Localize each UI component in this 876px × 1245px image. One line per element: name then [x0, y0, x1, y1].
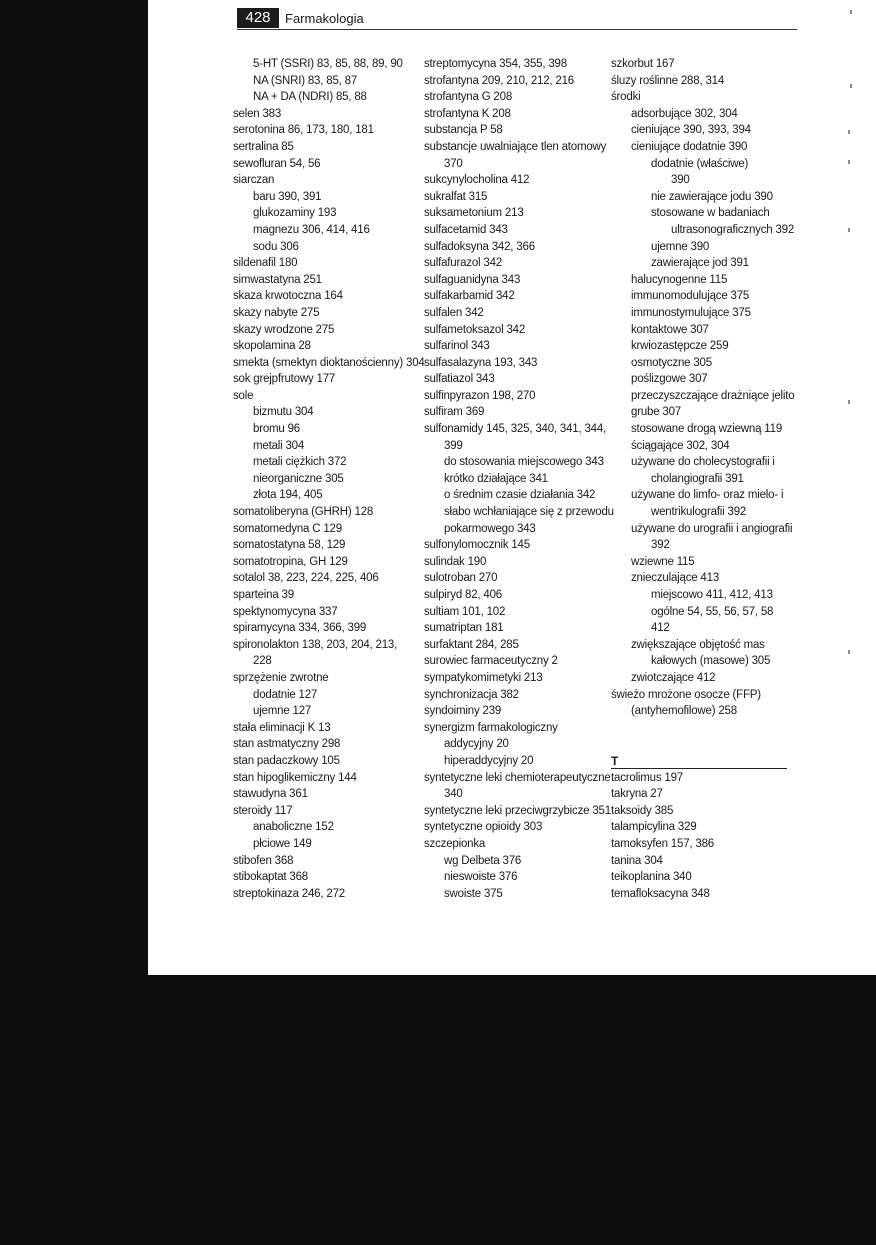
index-entry: stibofen 368	[233, 854, 294, 867]
index-entry: złota 194, 405	[253, 489, 323, 502]
index-entry: sulfakarbamid 342	[424, 290, 515, 303]
index-entry: metali ciężkich 372	[253, 456, 347, 469]
index-entry: sukralfat 315	[424, 190, 488, 203]
index-entry: sulpiryd 82, 406	[424, 589, 502, 601]
index-entry: streptokinaza 246, 272	[233, 887, 345, 900]
index-entry: używane do cholecystografii i	[631, 456, 775, 469]
index-entry: stawudyna 361	[233, 788, 308, 801]
index-entry: skazy wrodzone 275	[233, 323, 335, 336]
index-entry: syntetyczne leki chemioterapeutyczne	[424, 771, 611, 784]
scan-speck	[848, 160, 850, 164]
index-entry: wziewne 115	[631, 555, 695, 568]
index-entry: sulfiram 369	[424, 406, 485, 419]
index-entry: nieorganiczne 305	[253, 472, 344, 485]
index-column-3	[611, 56, 801, 902]
index-entry: sulfacetamid 343	[424, 223, 508, 236]
index-entry: sildenafil 180	[233, 257, 298, 270]
index-entry: surowiec farmaceutyczny 2	[424, 655, 558, 668]
index-entry: osmotyczne 305	[631, 356, 712, 369]
index-entry: tanina 304	[611, 854, 663, 867]
index-entry: świeżo mrożone osocze (FFP)	[611, 688, 761, 701]
index-entry: takryna 27	[611, 788, 663, 801]
index-entry: selen 383	[233, 107, 282, 120]
index-entry: sulotroban 270	[424, 572, 498, 585]
index-entry: ujemne 127	[253, 705, 312, 718]
index-entry: adsorbujące 302, 304	[631, 107, 738, 120]
index-entry: sulfaguanidyna 343	[424, 273, 521, 286]
index-entry: przeczyszczające drażniące jelito	[631, 389, 795, 402]
index-entry: immunomodulujące 375	[631, 290, 750, 303]
index-entry: sulfasalazyna 193, 343	[424, 356, 538, 369]
index-entry: somatoliberyna (GHRH) 128	[233, 506, 374, 519]
index-entry: pokarmowego 343	[444, 522, 536, 535]
scan-shadow-bottom	[0, 975, 876, 1245]
running-title: Farmakologia	[285, 11, 364, 26]
index-entry: bizmutu 304	[253, 406, 314, 419]
index-entry: sok grejpfrutowy 177	[233, 373, 336, 386]
index-entry: NA + DA (NDRI) 85, 88	[253, 91, 367, 104]
index-entry: szkorbut 167	[611, 58, 675, 70]
index-column-1	[233, 56, 423, 902]
scan-speck	[850, 84, 852, 88]
index-entry: kałowych (masowe) 305	[651, 655, 771, 668]
index-entry: sulfadoksyna 342, 366	[424, 240, 535, 253]
index-entry: metali 304	[253, 439, 305, 452]
index-entry: (antyhemofilowe) 258	[631, 705, 737, 718]
index-entry: wg Delbeta 376	[444, 854, 522, 867]
index-entry: krwiozastępcze 259	[631, 340, 729, 353]
index-entry: siarczan	[233, 174, 275, 187]
index-entry: zawierające jod 391	[651, 257, 749, 270]
index-entry: somatostatyna 58, 129	[233, 539, 346, 552]
index-entry: nieswoiste 376	[444, 871, 518, 884]
index-entry: talampicylina 329	[611, 821, 697, 834]
index-entry: płciowe 149	[253, 837, 312, 850]
index-entry: anaboliczne 152	[253, 821, 334, 834]
index-entry: steroidy 117	[233, 804, 293, 817]
index-entry: sulfametoksazol 342	[424, 323, 526, 336]
index-entry: sulfonylomocznik 145	[424, 539, 530, 552]
scan-speck	[850, 10, 852, 14]
index-entry: sparteina 39	[233, 589, 294, 601]
index-entry: wentrikulografii 392	[651, 506, 747, 519]
index-entry: o średnim czasie działania 342	[444, 489, 596, 502]
index-entry: ściągające 302, 304	[631, 439, 730, 452]
index-entry: śluzy roślinne 288, 314	[611, 74, 725, 87]
index-entry: nie zawierające jodu 390	[651, 190, 773, 203]
index-entry: skaza krwotoczna 164	[233, 290, 343, 303]
index-entry: strofantyna K 208	[424, 107, 511, 120]
index-entry: surfaktant 284, 285	[424, 638, 519, 651]
index-entry: sulfonamidy 145, 325, 340, 341, 344,	[424, 423, 607, 436]
index-entry: tacrolimus 197	[611, 771, 683, 784]
index-entry: bromu 96	[253, 423, 300, 436]
index-entry: sulfinpyrazon 198, 270	[424, 389, 536, 402]
index-entry: NA (SNRI) 83, 85, 87	[253, 74, 358, 87]
index-entry: temafloksacyna 348	[611, 887, 710, 900]
index-entry: znieczulające 413	[631, 572, 720, 585]
index-entry: sympatykomimetyki 213	[424, 671, 543, 684]
index-entry: magnezu 306, 414, 416	[253, 223, 370, 236]
index-entry: grube 307	[631, 406, 681, 419]
index-entry: immunostymulujące 375	[631, 306, 751, 319]
page-number: 428	[237, 8, 279, 28]
index-entry: syntetyczne leki przeciwgrzybicze 351	[424, 804, 611, 817]
index-entry: stosowane drogą wziewną 119	[631, 423, 783, 436]
index-entry: sertralina 85	[233, 140, 294, 153]
index-entry: dodatnie 127	[253, 688, 318, 701]
index-entry: skopolamina 28	[233, 340, 311, 353]
index-entry: kontaktowe 307	[631, 323, 709, 336]
index-entry: stan astmatyczny 298	[233, 738, 341, 751]
scan-speck	[848, 650, 850, 654]
index-entry: sodu 306	[253, 240, 299, 253]
page-header	[237, 6, 797, 30]
index-entry: 390	[671, 174, 690, 187]
column-spacer	[611, 720, 801, 737]
index-entry: słabo wchłaniające się z przewodu	[444, 506, 614, 519]
index-entry: glukozaminy 193	[253, 207, 337, 220]
index-entry: syndoiminy 239	[424, 705, 502, 718]
index-entry: sewofluran 54, 56	[233, 157, 321, 170]
index-entry: stan padaczkowy 105	[233, 754, 340, 767]
index-entry: halucynogenne 115	[631, 273, 728, 286]
index-entry: sprzężenie zwrotne	[233, 671, 329, 684]
index-entry: 399	[444, 439, 463, 452]
index-entry: sukcynylocholina 412	[424, 174, 530, 187]
index-entry: sotalol 38, 223, 224, 225, 406	[233, 572, 379, 585]
index-entry: sulfatiazol 343	[424, 373, 495, 386]
index-entry: sulfafurazol 342	[424, 257, 502, 270]
index-entry: substancja P 58	[424, 124, 503, 137]
index-entry: spektynomycyna 337	[233, 605, 338, 618]
index-entry: 340	[444, 788, 463, 801]
index-entry: simwastatyna 251	[233, 273, 322, 286]
index-entry: sultiam 101, 102	[424, 605, 506, 618]
index-entry: hiperaddycyjny 20	[444, 754, 534, 767]
index-entry: środki	[611, 91, 641, 104]
scan-shadow-left	[0, 0, 148, 975]
index-entry: cholangiografii 391	[651, 472, 744, 485]
index-entry: cieniujące dodatnie 390	[631, 140, 748, 153]
index-entry: tamoksyfen 157, 386	[611, 837, 714, 850]
index-entry: 5-HT (SSRI) 83, 85, 88, 89, 90	[253, 58, 403, 70]
index-entry: substancje uwalniające tlen atomowy	[424, 140, 607, 153]
header-rule	[237, 29, 797, 30]
scan-speck	[848, 130, 850, 134]
index-entry: ultrasonograficznych 392	[671, 223, 795, 236]
index-entry: addycyjny 20	[444, 738, 509, 751]
index-entry: streptomycyna 354, 355, 398	[424, 58, 567, 70]
scan-speck	[848, 228, 850, 232]
index-entry: swoiste 375	[444, 887, 503, 900]
index-entry: serotonina 86, 173, 180, 181	[233, 124, 374, 137]
index-entry: sumatriptan 181	[424, 622, 504, 635]
index-entry: baru 390, 391	[253, 190, 322, 203]
index-entry: strofantyna 209, 210, 212, 216	[424, 74, 575, 87]
index-entry: poślizgowe 307	[631, 373, 708, 386]
section-letter-text: T	[611, 753, 619, 768]
index-entry: spiramycyna 334, 366, 399	[233, 622, 367, 635]
index-entry: sulindak 190	[424, 555, 487, 568]
index-entry: używane do urografii i angiografii	[631, 522, 793, 535]
index-entry: stan hipoglikemiczny 144	[233, 771, 357, 784]
index-entry: smekta (smektyn dioktanościenny) 304	[233, 356, 425, 369]
index-entry: używane do limfo- oraz mielo- i	[631, 489, 784, 502]
index-entry: synergizm farmakologiczny	[424, 721, 558, 734]
index-column-2	[424, 56, 614, 902]
index-entry: stała eliminacji K 13	[233, 721, 331, 734]
index-entry: taksoidy 385	[611, 804, 674, 817]
index-entry: teikoplanina 340	[611, 871, 692, 884]
index-entry: sulfarinol 343	[424, 340, 490, 353]
section-letter	[611, 753, 801, 770]
index-entry: 412	[651, 622, 670, 635]
column-spacer	[611, 736, 801, 753]
index-entry: somatotropina, GH 129	[233, 555, 348, 568]
index-entry: dodatnie (właściwe)	[651, 157, 749, 170]
index-entry: zwiotczające 412	[631, 671, 716, 684]
scan-speck	[848, 400, 850, 404]
index-entry: miejscowo 411, 412, 413	[651, 589, 773, 601]
index-entry: strofantyna G 208	[424, 91, 513, 104]
index-entry: 392	[651, 539, 670, 552]
index-entry: stibokaptat 368	[233, 871, 309, 884]
index-entry: skazy nabyte 275	[233, 306, 320, 319]
index-entry: sole	[233, 389, 254, 402]
index-entry: szczepionka	[424, 837, 486, 850]
index-entry: krótko działające 341	[444, 472, 548, 485]
index-entry: stosowane w badaniach	[651, 207, 770, 220]
index-entry: ogólne 54, 55, 56, 57, 58	[651, 605, 774, 618]
index-entry: suksametonium 213	[424, 207, 524, 220]
index-entry: sulfalen 342	[424, 306, 484, 319]
index-entry: cieniujące 390, 393, 394	[631, 124, 751, 137]
index-entry: somatomedyna C 129	[233, 522, 342, 535]
index-entry: synchronizacja 382	[424, 688, 519, 701]
index-entry: ujemne 390	[651, 240, 710, 253]
index-entry: zwiększające objętość mas	[631, 638, 765, 651]
index-entry: syntetyczne opioidy 303	[424, 821, 543, 834]
index-entry: 370	[444, 157, 463, 170]
index-entry: spironolakton 138, 203, 204, 213,	[233, 638, 398, 651]
index-entry: 228	[253, 655, 272, 668]
index-entry: do stosowania miejscowego 343	[444, 456, 604, 469]
